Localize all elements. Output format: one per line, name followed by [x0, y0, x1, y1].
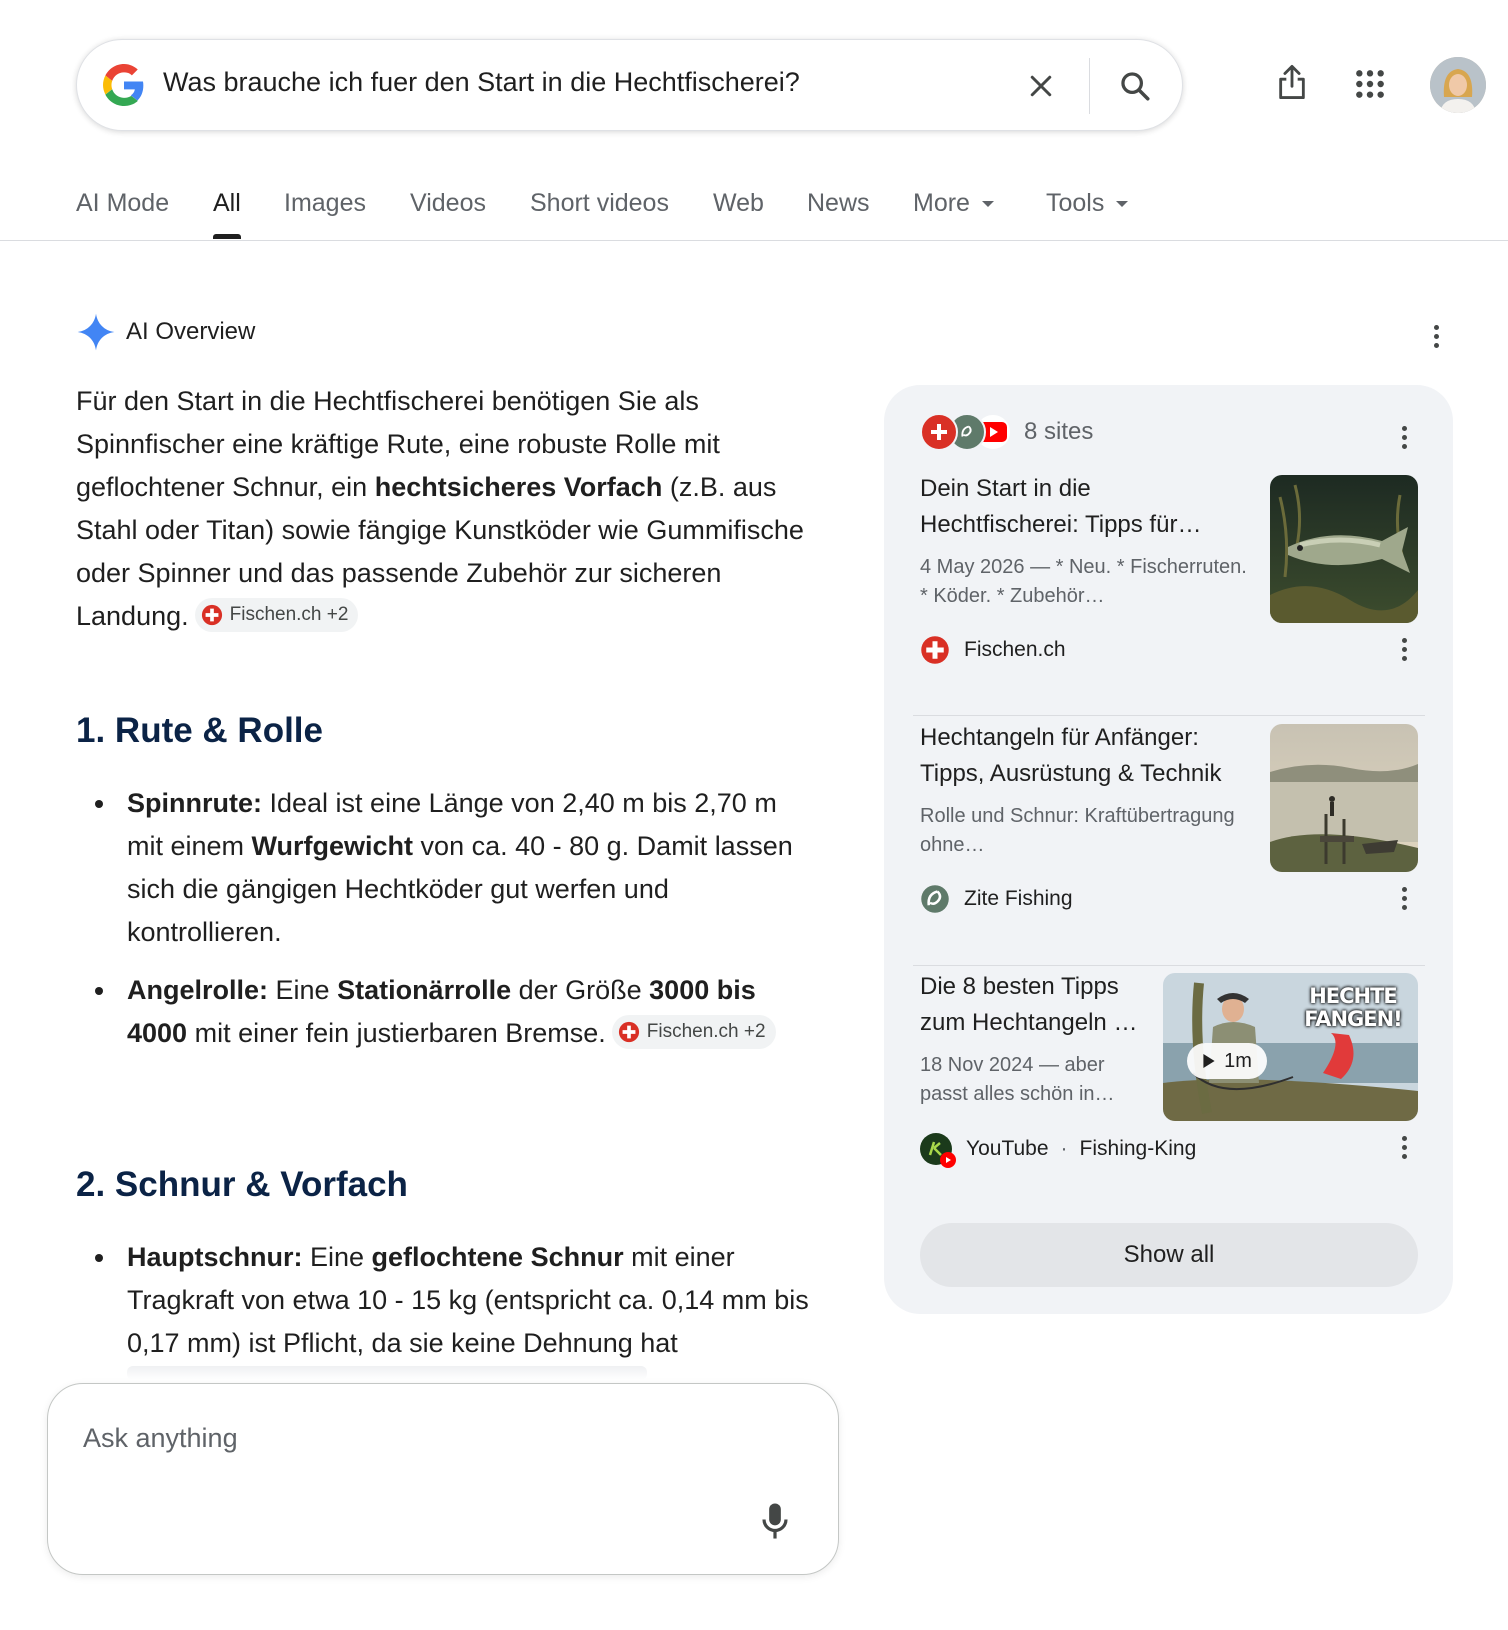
search-input[interactable]: Was brauche ich fuer den Start in die Hechtfischerei?: [163, 67, 800, 97]
active-tab-indicator: [213, 234, 241, 239]
item-text: Ideal ist eine Länge von 2,40 m bis 2,70 m mit einem: [127, 788, 777, 861]
tab-more[interactable]: [913, 189, 994, 218]
misty-lake-image[interactable]: [1270, 724, 1418, 872]
item-text: von ca. 40 - 80 g. Damit lassen sich die gängigen Hechtköder gut werfen und kontrollieren.: [127, 831, 793, 947]
source-attribution[interactable]: [920, 1133, 1196, 1165]
section-list: [76, 782, 816, 1070]
search-tabs: [0, 180, 1508, 241]
thumbnail-overlay-text: HECHTE FANGEN!: [1304, 984, 1402, 1031]
chevron-down-icon: [1116, 201, 1128, 207]
ai-overview-body: [76, 380, 816, 638]
google-apps-button[interactable]: [1350, 64, 1390, 104]
sources-more-button[interactable]: [1394, 423, 1414, 451]
source-chip-label: Fischen.ch +2: [229, 604, 349, 626]
voice-input-button[interactable]: [753, 1499, 797, 1543]
source-chip[interactable]: [195, 598, 359, 632]
ai-overview-more-button[interactable]: [1426, 322, 1446, 350]
ai-overview-intro: [76, 380, 816, 638]
tab-web[interactable]: Web: [713, 189, 764, 217]
fishing-king-icon: [920, 1133, 952, 1165]
source-card-title[interactable]: Die 8 besten Tipps zum Hechtangeln …: [920, 973, 1138, 1036]
microphone-icon: [760, 1502, 790, 1540]
share-button[interactable]: [1270, 60, 1314, 104]
item-bold: Angelrolle:: [127, 975, 269, 1005]
item-bold: 3000 bis 4000: [127, 975, 756, 1048]
avatar-photo-icon: [1430, 57, 1486, 113]
list-item: [76, 1236, 816, 1365]
sites-count: 8 sites: [1024, 418, 1094, 445]
tab-tools[interactable]: [1046, 189, 1128, 218]
ask-input[interactable]: Ask anything: [83, 1423, 238, 1453]
tab-news[interactable]: News: [807, 189, 870, 217]
tab-all[interactable]: All: [213, 189, 241, 217]
fischen-ch-icon: [201, 604, 223, 626]
source-card[interactable]: [920, 969, 1420, 1189]
ask-anything-box[interactable]: [47, 1383, 839, 1575]
source-card-title[interactable]: Hechtangeln für Anfänger: Tipps, Ausrüstung & Technik: [920, 724, 1222, 787]
intro-bold-1: hechtsicheres Vorfach: [374, 472, 663, 502]
show-all-button[interactable]: Show all: [920, 1223, 1418, 1287]
item-bold: Wurfgewicht: [251, 831, 414, 861]
pike-underwater-image[interactable]: [1270, 475, 1418, 623]
search-icon: [1118, 69, 1152, 103]
source-card-snippet: Rolle und Schnur: Kraftübertragung ohne…: [920, 805, 1235, 856]
item-bold: Stationärrolle: [337, 975, 512, 1005]
item-text: mit einer Tragkraft von etwa 10 - 15 kg (entspricht ca. 0,14 mm bis 0,17 mm) ist Pflicht, da sie keine Dehnung hat: [127, 1242, 809, 1358]
item-bold: Hauptschnur:: [127, 1242, 303, 1272]
list-item: [76, 782, 816, 954]
close-icon: [1026, 71, 1056, 101]
zite-fishing-icon: [920, 884, 950, 914]
section-heading: 2. Schnur & Vorfach: [76, 1165, 408, 1204]
item-bold: geflochtene Schnur: [371, 1242, 624, 1272]
fischen-ch-icon: [618, 1021, 640, 1043]
card-divider: [913, 965, 1425, 966]
tab-videos[interactable]: Videos: [410, 189, 486, 217]
gemini-sparkle-icon: [76, 312, 116, 352]
item-text: mit einer fein justierbaren Bremse.: [187, 1018, 606, 1048]
play-icon: [1202, 1054, 1216, 1068]
apps-grid-icon: [1354, 68, 1386, 100]
clear-search-button[interactable]: [1019, 64, 1063, 108]
video-thumbnail[interactable]: [1163, 973, 1418, 1121]
card-more-button[interactable]: [1394, 1133, 1414, 1161]
source-chip-label: Fischen.ch +2: [646, 1021, 766, 1043]
item-text: Eine: [302, 1242, 372, 1272]
separator-dot: ·: [1060, 1137, 1068, 1160]
channel-name: Fishing-King: [1079, 1137, 1197, 1160]
search-bar[interactable]: [76, 39, 1183, 131]
sources-header[interactable]: [920, 413, 1093, 451]
tab-tools-label: Tools: [1046, 189, 1105, 217]
share-icon: [1275, 63, 1309, 101]
ai-overview-title: AI Overview: [126, 318, 256, 345]
list-item: [76, 969, 816, 1055]
faded-text-overflow: [127, 1366, 647, 1380]
tab-images[interactable]: Images: [284, 189, 366, 217]
search-divider: [1089, 58, 1090, 114]
source-attribution[interactable]: [920, 635, 1066, 665]
source-card[interactable]: [920, 471, 1420, 691]
source-card-title[interactable]: Dein Start in die Hechtfischerei: Tipps für…: [920, 475, 1202, 538]
video-duration: 1m: [1224, 1049, 1252, 1072]
section-heading: 1. Rute & Rolle: [76, 711, 323, 750]
ai-overview-header: [76, 312, 255, 352]
fischen-ch-icon: [920, 635, 950, 665]
source-attribution[interactable]: [920, 884, 1073, 914]
intro-text-1: Für den Start in die Hechtfischerei benötigen Sie als Spinnfischer eine kräftige Rute, eine robuste Rolle mit geflochtener Schnur, ein: [76, 386, 720, 502]
source-card-snippet: 4 May 2026 — * Neu. * Fischerruten. * Köder. * Zubehör…: [920, 556, 1247, 607]
card-more-button[interactable]: [1394, 884, 1414, 912]
card-divider: [913, 715, 1425, 716]
item-text: Eine: [268, 975, 338, 1005]
source-card-snippet: 18 Nov 2024 — aber passt alles schön in…: [920, 1054, 1115, 1105]
source-favicon-stack: [920, 413, 1012, 451]
youtube-badge-icon: [940, 1152, 956, 1168]
video-duration-badge: [1187, 1043, 1267, 1079]
search-button[interactable]: [1111, 62, 1159, 110]
chevron-down-icon: [982, 201, 994, 207]
fischen-ch-icon: [920, 413, 958, 451]
source-name: YouTube: [966, 1137, 1049, 1160]
source-card[interactable]: [920, 720, 1420, 940]
item-bold: Spinnrute:: [127, 788, 262, 818]
sources-panel: [884, 385, 1453, 1314]
source-name: Fischen.ch: [964, 638, 1066, 661]
intro-text-2: (z.B. aus Stahl oder Titan) sowie fängige Kunstköder wie Gummifische oder Spinner und das passende Zubehör zur sicheren Landung.: [76, 472, 804, 631]
tab-short-videos[interactable]: Short videos: [530, 189, 669, 217]
google-logo-icon: [103, 64, 145, 106]
tab-ai-mode[interactable]: AI Mode: [76, 189, 170, 217]
card-more-button[interactable]: [1394, 635, 1414, 663]
section-list: [76, 1236, 816, 1380]
tab-more-label: More: [913, 189, 970, 217]
item-text: der Größe: [511, 975, 650, 1005]
source-name: Zite Fishing: [964, 887, 1073, 910]
source-chip[interactable]: [612, 1015, 776, 1049]
account-avatar[interactable]: [1430, 57, 1486, 113]
